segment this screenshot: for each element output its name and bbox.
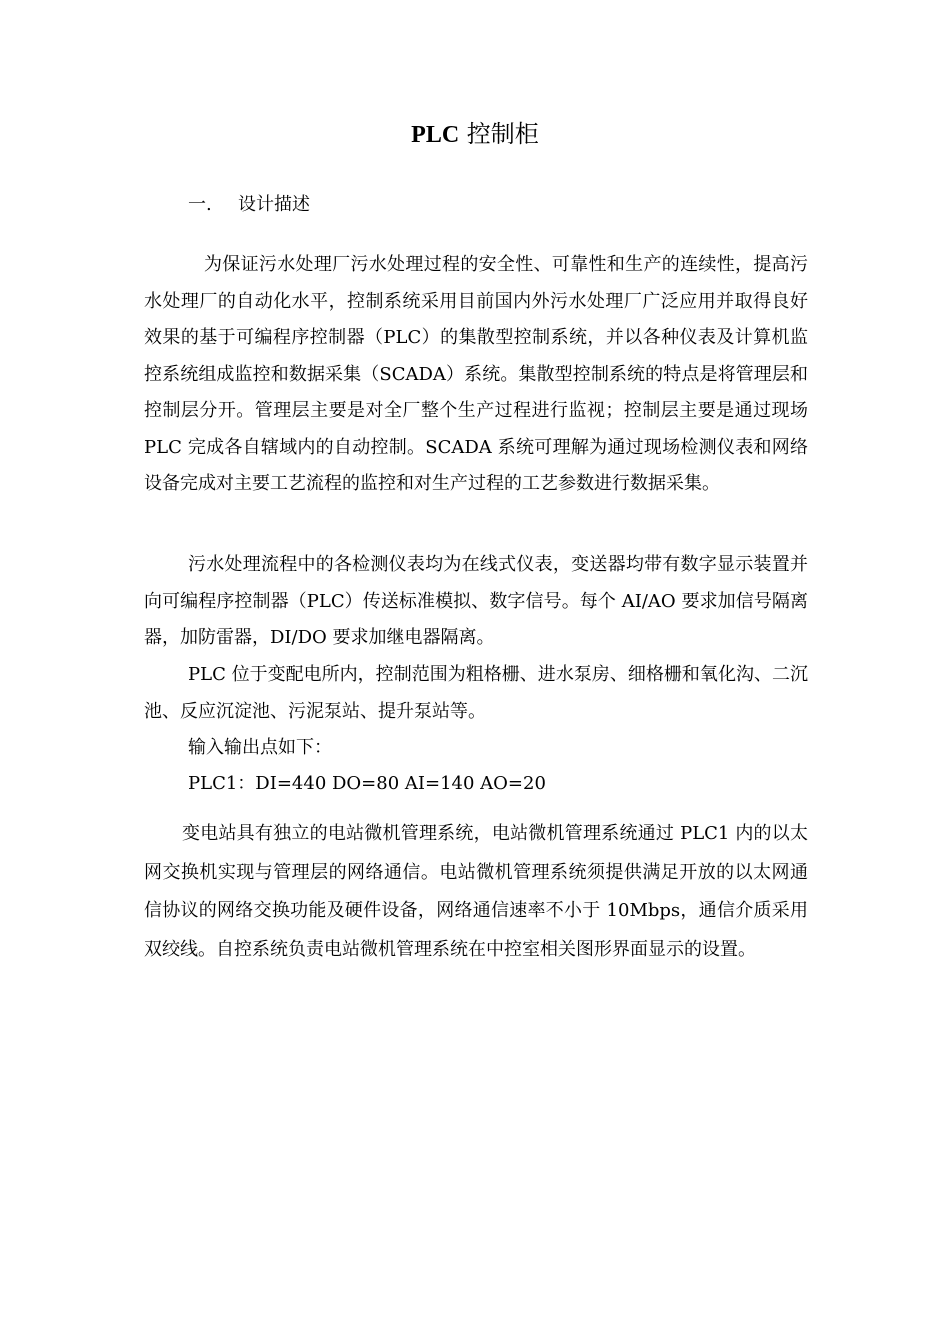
paragraph-substation: 变电站具有独立的电站微机管理系统，电站微机管理系统通过 PLC1 内的以太网交换机实现与管理层的网络通信。电站微机管理系统须提供满足开放的以太网通信协议的网络交换功能及硬件设备，网络通信速率不小于 10Mbps，通信介质采用双绞线。自控系统负责电站微机管理系统在中控室相关图形界面显示的设置。 (144, 823, 808, 960)
paragraph-system-overview: 为保证污水处理厂污水处理过程的安全性、可靠性和生产的连续性，提高污水处理厂的自动化水平，控制系统采用目前国内外污水处理厂广泛应用并取得良好效果的基于可编程序控制器（PLC）的集散型控制系统，并以各种仪表及计算机监控系统组成监控和数据采集（SCADA）系统。集散型控制系统的特点是将管理层和控制层分开。管理层主要是对全厂整个生产过程进行监视；控制层主要是通过现场 PLC 完成各自辖域内的自动控制。SCADA 系统可理解为通过现场检测仪表和网络设备完成对主要工艺流程的监控和对生产过程的工艺参数进行数据采集。 (144, 254, 808, 494)
section-heading (188, 190, 310, 220)
section-title: 设计描述 (238, 194, 310, 215)
document-title-latin: PLC (411, 122, 460, 148)
paragraph-instruments: 污水处理流程中的各检测仪表均为在线式仪表，变送器均带有数字显示装置并向可编程序控制器（PLC）传送标准模拟、数字信号。每个 AI/AO 要求加信号隔离器，加防雷器，DI/DO 要求加继电器隔离。 (144, 554, 808, 648)
section-number: 一. (188, 194, 212, 215)
paragraph-plc-location: PLC 位于变配电所内，控制范围为粗格栅、进水泵房、细格栅和氧化沟、二沉池、反应沉淀池、污泥泵站、提升泵站等。 (144, 664, 808, 722)
paragraph-io-points: PLC1：DI=440 DO=80 AI=140 AO=20 (188, 773, 546, 794)
document-title (0, 116, 950, 153)
paragraph-io-points-intro: 输入输出点如下： (188, 737, 332, 758)
document-title-cjk: 控制柜 (459, 120, 539, 148)
